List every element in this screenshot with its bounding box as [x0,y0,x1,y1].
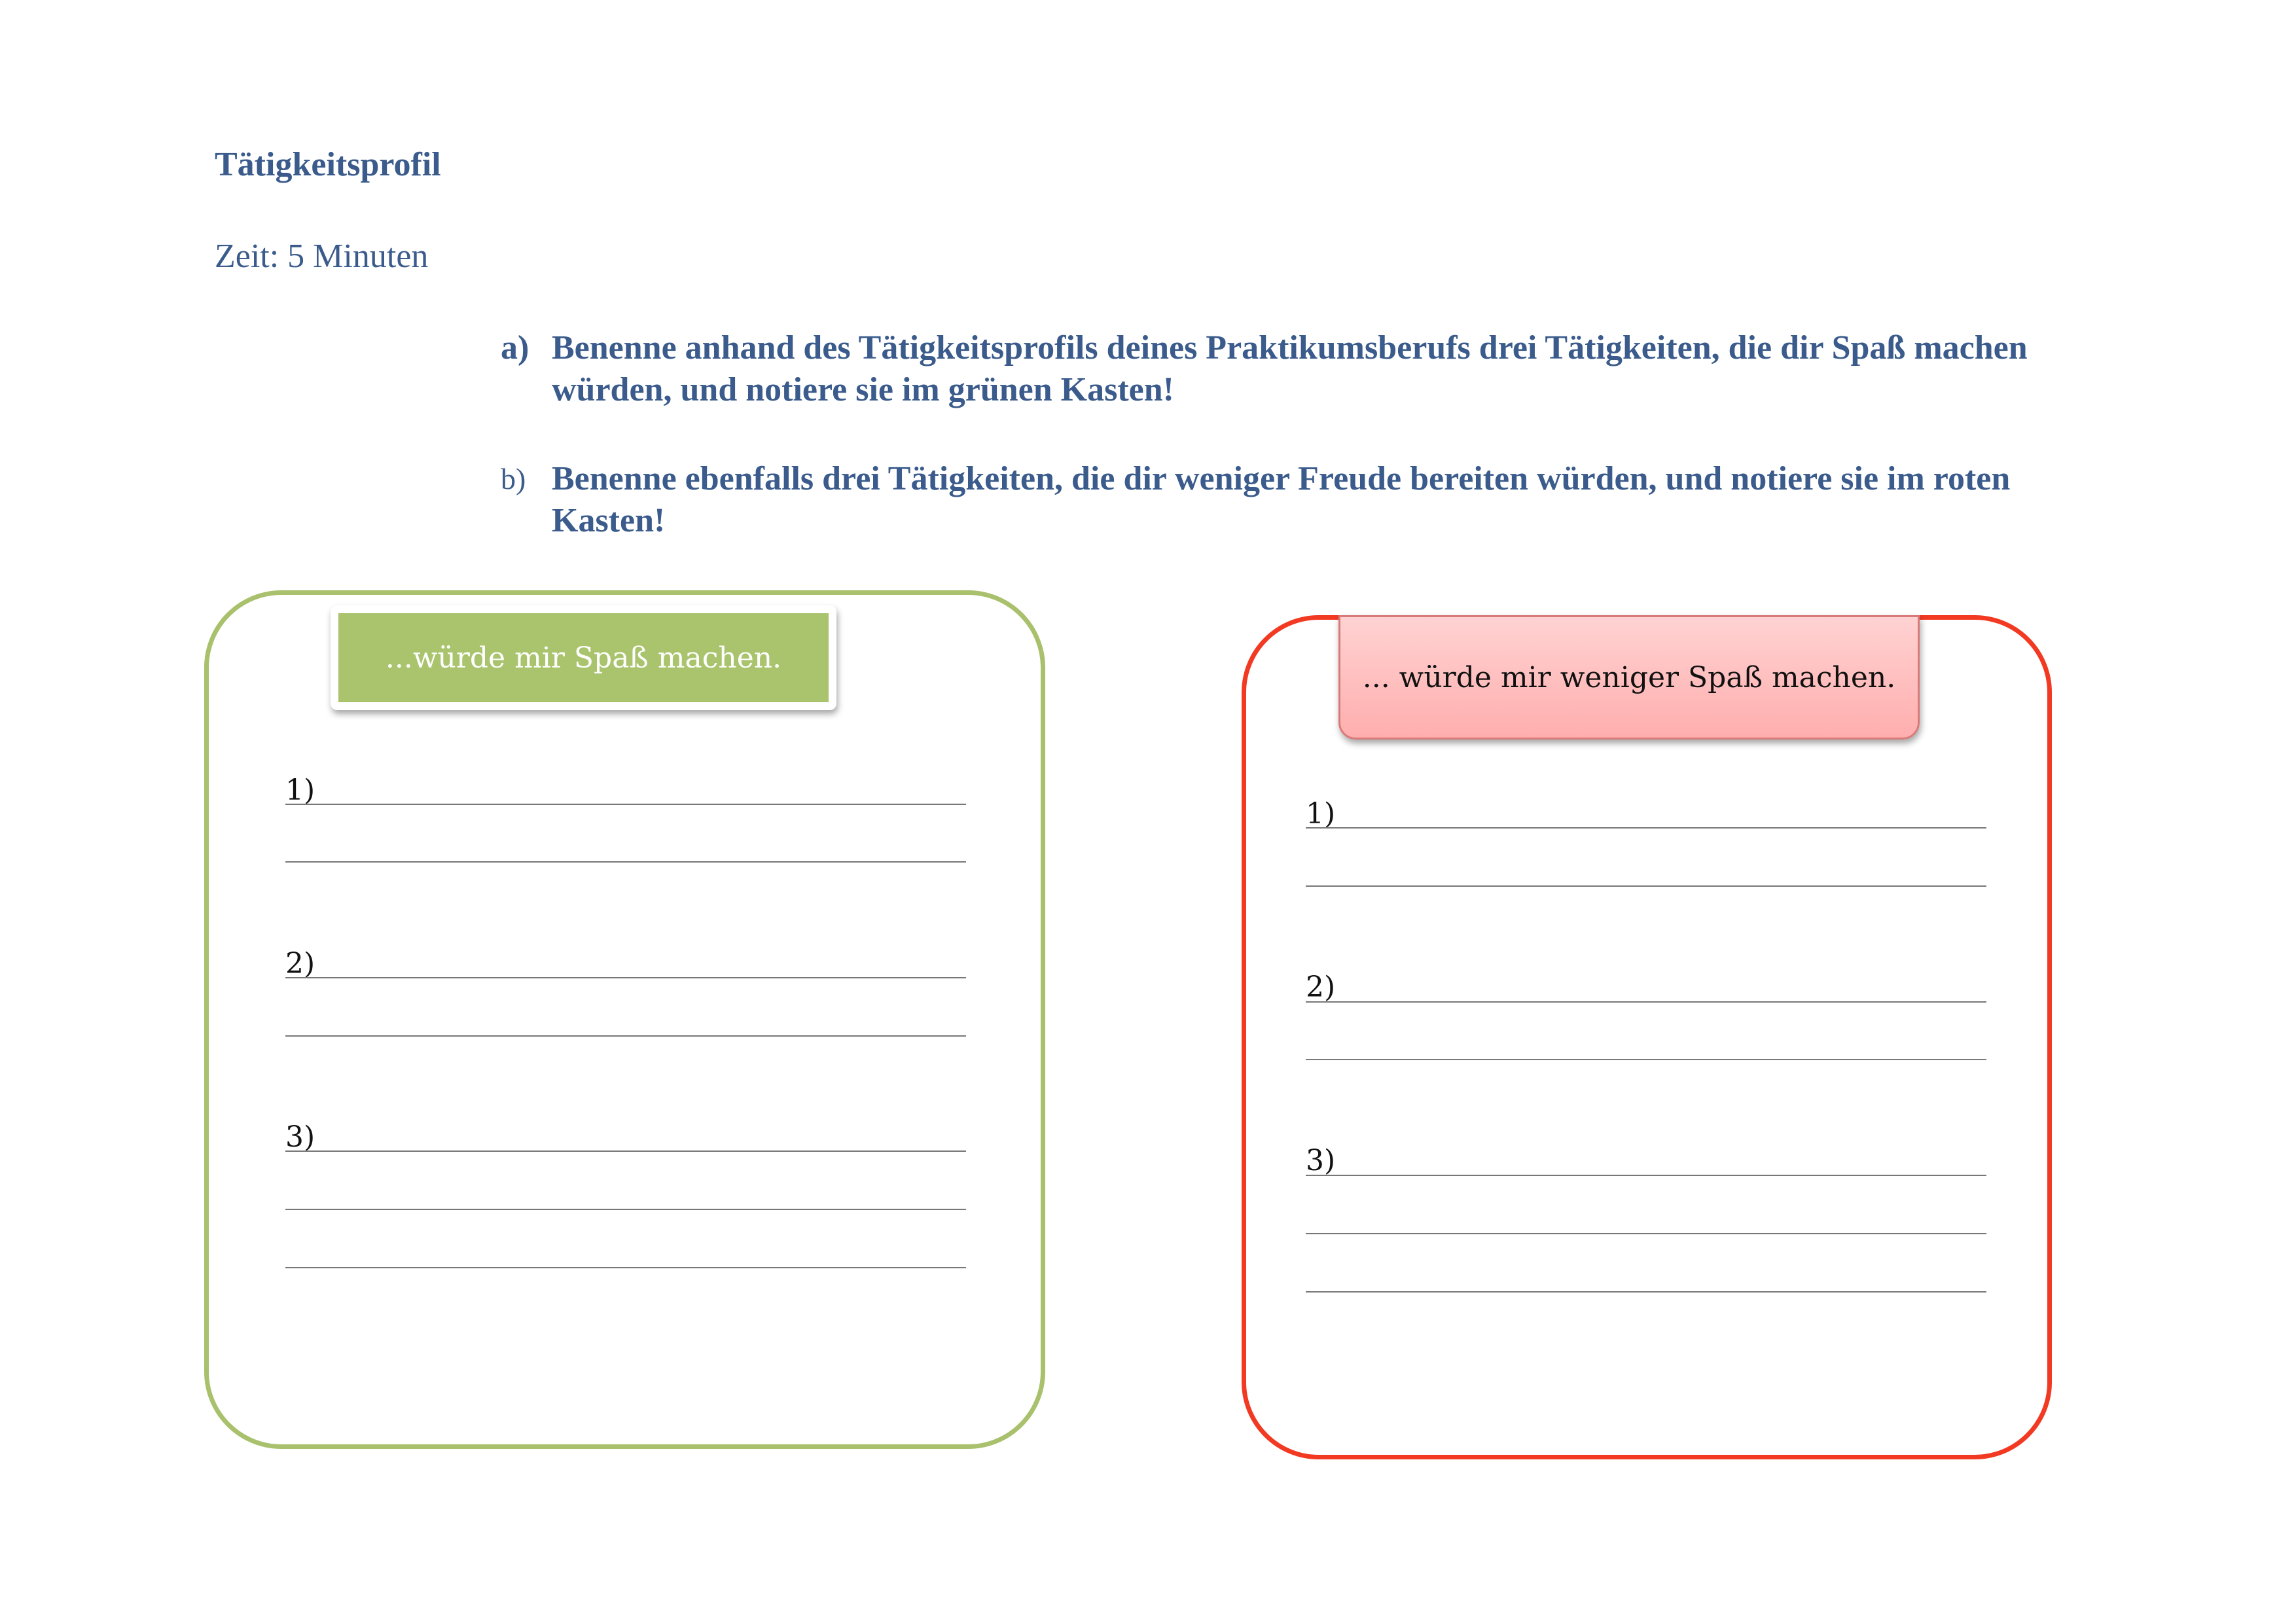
red-item-3-line-2[interactable] [1306,1233,1986,1234]
green-item-3-number: 3) [285,1120,315,1154]
green-item-3-line-3[interactable] [285,1267,966,1268]
red-item-3-number: 3) [1306,1144,1336,1177]
green-item-1-line-1[interactable] [285,804,966,805]
task-a-text: Benenne anhand des Tätigkeitsprofils deines Praktikumsberufs drei Tätigkeiten, die dir Spaß machen würden, und notiere sie im grünen Kasten! [552,329,2028,408]
red-item-2-line-2[interactable] [1306,1059,1986,1060]
task-b [501,458,2124,542]
page-title: Tätigkeitsprofil [215,146,441,183]
task-a-marker: a) [501,329,529,366]
time-limit: Zeit: 5 Minuten [215,238,429,275]
red-item-3-line-3[interactable] [1306,1291,1986,1293]
red-item-3-line-1[interactable] [1306,1175,1986,1176]
red-box-label: ... würde mir weniger Spaß machen. [1338,615,1920,740]
red-item-1-line-1[interactable] [1306,827,1986,829]
task-b-marker: b) [501,462,526,495]
green-item-1-number: 1) [285,774,315,807]
green-item-3-line-2[interactable] [285,1209,966,1210]
green-item-3-line-1[interactable] [285,1150,966,1152]
red-box [1242,615,2052,1459]
green-item-1-line-2[interactable] [285,861,966,863]
green-box-label [331,605,836,710]
red-item-1-number: 1) [1306,797,1336,830]
red-item-2-line-1[interactable] [1306,1001,1986,1003]
red-item-2-number: 2) [1306,971,1336,1004]
task-b-text: Benenne ebenfalls drei Tätigkeiten, die dir weniger Freude bereiten würden, und notiere sie im roten Kasten! [552,460,2011,539]
red-item-1-line-2[interactable] [1306,885,1986,887]
green-item-2-line-2[interactable] [285,1035,966,1037]
green-item-2-number: 2) [285,947,315,980]
green-box-label-text: ...würde mir Spaß machen. [338,613,829,702]
green-box [204,590,1045,1449]
green-item-2-line-1[interactable] [285,977,966,978]
task-a [501,327,2124,411]
